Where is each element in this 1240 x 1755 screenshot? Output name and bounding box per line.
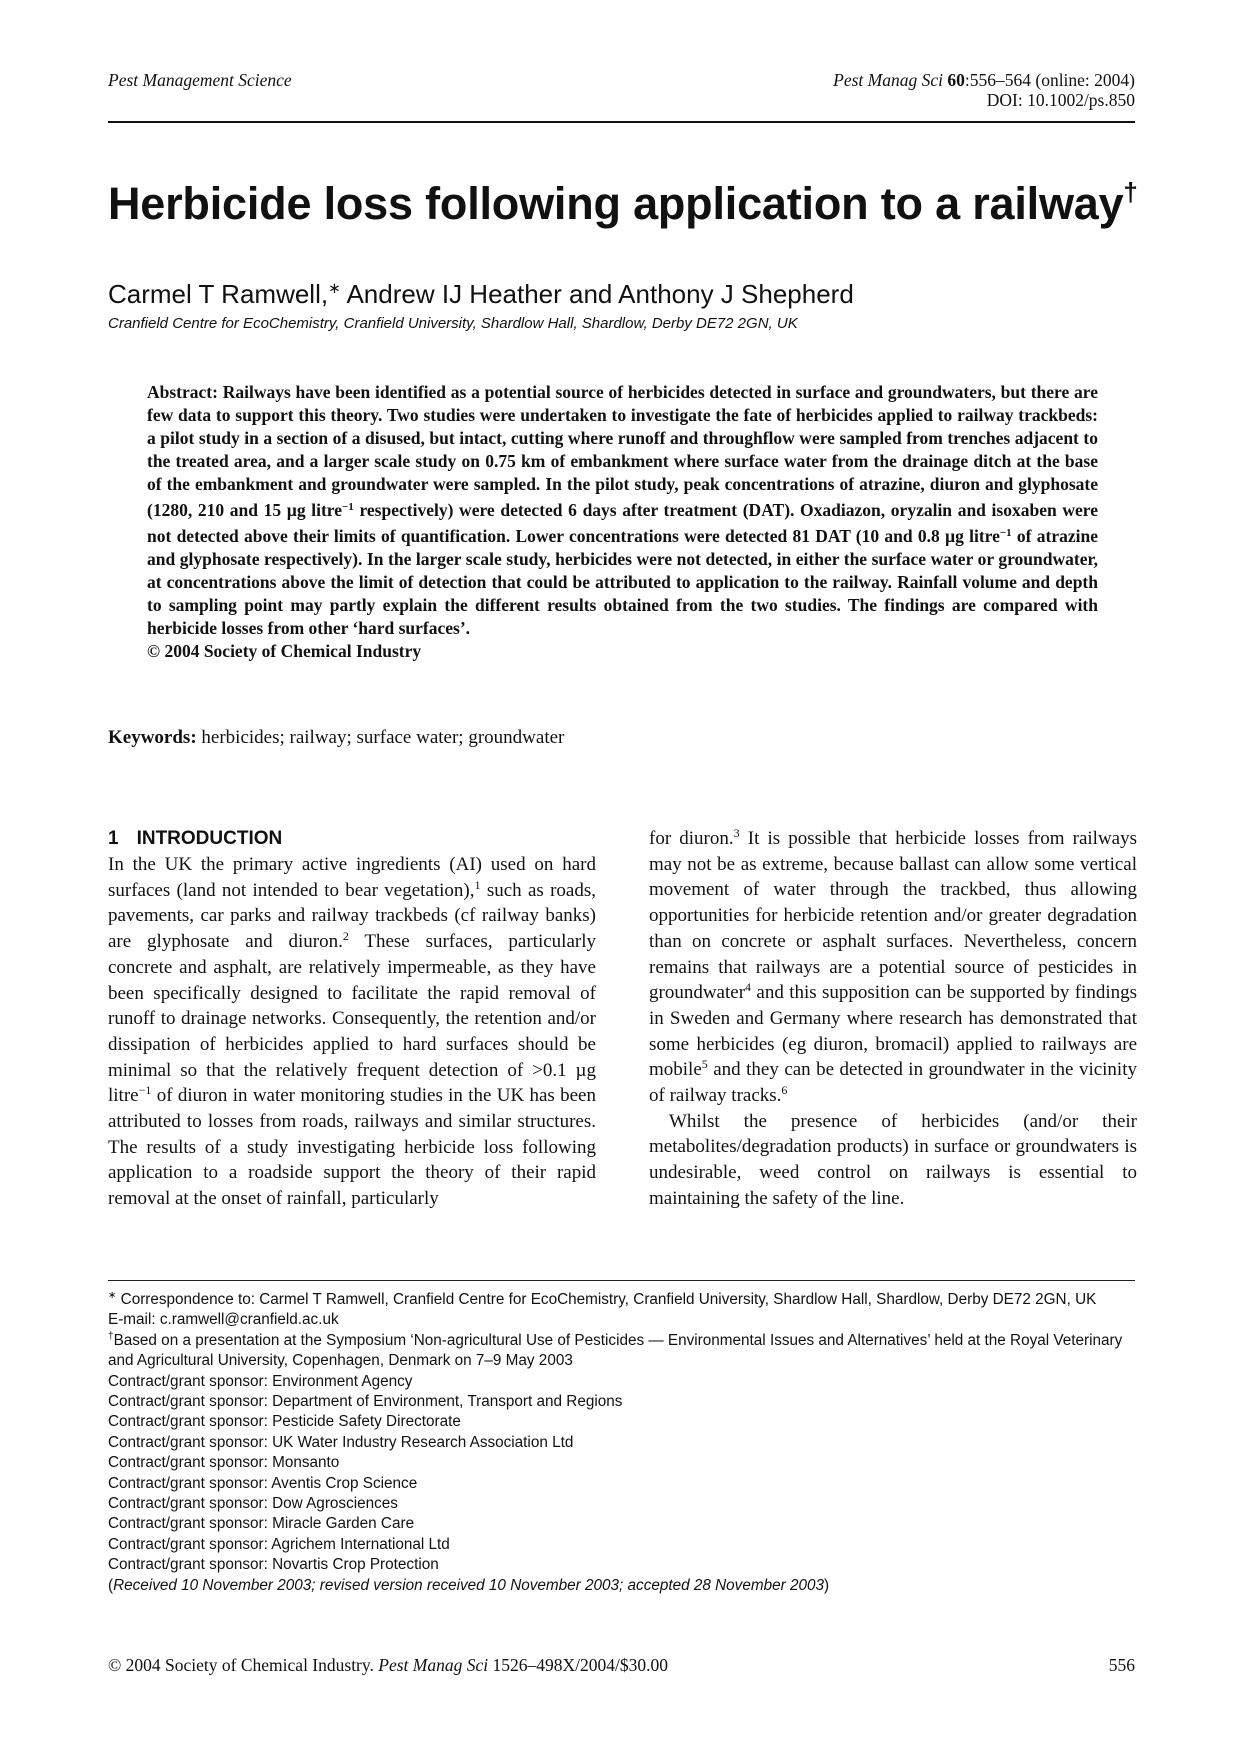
ref-1: 1 bbox=[474, 877, 481, 892]
abstract-part-3: of atrazine and glyphosate respectively). In the larger scale study, herbicides were not detected, in either the surface water or groundwater, at concentrations above the limit of detection that could be attributed to application to the railway. Rainfall volume and depth to sampling point may partly explain the different results obtained from the two studies. The findings are compared with herbicide losses from other ‘hard surfaces’. bbox=[147, 526, 1098, 638]
section-number: 1 bbox=[108, 828, 119, 849]
ref-2: 2 bbox=[342, 929, 349, 944]
abstract-sup-2: −1 bbox=[999, 527, 1012, 539]
citation-volume: 60 bbox=[947, 70, 965, 90]
correspondence-mark: ∗ bbox=[108, 1290, 117, 1301]
author-mark: ∗ bbox=[328, 280, 341, 297]
sponsor-line: Contract/grant sponsor: Environment Agency bbox=[108, 1372, 413, 1390]
intro-text-4: of diuron in water monitoring studies in the UK has been attributed to losses from roads, railways and similar structures. The results of a study investigating herbicide loss following application to a roadside support the theory of their rapid removal at the onset of rainfall, particularly bbox=[108, 1085, 596, 1210]
citation-journal: Pest Manag Sci bbox=[833, 70, 943, 90]
based-on-text: Based on a presentation at the Symposium ‘Non-agricultural Use of Pesticides — Environmental Issues and Alternatives’ held at the Royal Veterinary and Agricultural University, Copenhagen, Denmark on 7–9 May 2003 bbox=[108, 1331, 1123, 1370]
received-text: Received 10 November 2003; revised version received 10 November 2003; accepted 28 November 2003 bbox=[113, 1576, 824, 1594]
intro-text-5: for diuron. bbox=[649, 828, 734, 849]
column-left bbox=[108, 826, 596, 1212]
page-footer bbox=[108, 1655, 1135, 1676]
author-first: Carmel T Ramwell, bbox=[108, 279, 329, 309]
intro-paragraph-2: Whilst the presence of herbicides (and/or their metabolites/degradation products) in surface or groundwaters is undesirable, weed control on railways is essential to maintaining the safety of the line. bbox=[649, 1110, 1137, 1209]
footnotes bbox=[108, 1290, 1138, 1596]
abstract bbox=[147, 381, 1098, 663]
footnote-rule bbox=[108, 1280, 1135, 1281]
title-text: Herbicide loss following application to a railway bbox=[108, 178, 1124, 229]
intro-paragraph-1-cont bbox=[649, 826, 1137, 1109]
intro-text-1: In the UK the primary active ingredients (AI) used on hard surfaces (land not intended to bear vegetation), bbox=[108, 854, 596, 901]
abstract-part-2: respectively) were detected 6 days after treatment (DAT). Oxadiazon, oryzalin and isoxaben were not detected above their limits of quantification. Lower concentrations were detected 81 DAT (10 and 0.8 µg litre bbox=[147, 500, 1098, 546]
email: E-mail: c.ramwell@cranfield.ac.uk bbox=[108, 1311, 339, 1329]
based-on-note bbox=[108, 1331, 1138, 1372]
keywords bbox=[108, 727, 564, 749]
page-number: 556 bbox=[1108, 1655, 1135, 1675]
author-others: Andrew IJ Heather and Anthony J Shepherd bbox=[340, 279, 854, 309]
unit-sup: −1 bbox=[138, 1083, 152, 1098]
abstract-part-1: Abstract: Railways have been identified as a potential source of herbicides detected in surface and groundwaters, but there are few data to support this theory. Two studies were undertaken to investigate the fate of herbicides applied to railway trackbeds: a pilot study in a section of a disused, but intact, cutting where runoff and throughflow were sampled from trenches adjacent to the treated area, and a larger scale study on 0.75 km of embankment where surface water from the drainage ditch at the base of the embankment and groundwater were sampled. In the pilot study, peak concentrations of atrazine, diuron and glyphosate (1280, 210 and 15 µg litre bbox=[147, 382, 1098, 520]
received-dates bbox=[108, 1576, 1138, 1596]
citation-pages: :556–564 (online: 2004) bbox=[964, 70, 1135, 90]
footer-issn: 1526–498X/2004/$30.00 bbox=[488, 1655, 668, 1675]
intro-text-2: such as roads, pavements, car parks and railway trackbeds (cf railway banks) are glyphosate and diuron. bbox=[108, 879, 596, 953]
paren-close: ) bbox=[823, 1576, 830, 1594]
keywords-text: herbicides; railway; surface water; groundwater bbox=[196, 727, 565, 748]
ref-3: 3 bbox=[733, 826, 740, 840]
sponsor-line: Contract/grant sponsor: Pesticide Safety Directorate bbox=[108, 1413, 461, 1431]
intro-text-6: It is possible that herbicide losses from railways may not be as extreme, because ballast can allow some vertical movement of water through the trackbed, thus allowing opportunities for herbicide retention and/or greater degradation than on concrete or asphalt surfaces. Nevertheless, concern remains that railways are a potential source of pesticides in groundwater bbox=[649, 828, 1137, 1004]
ref-5: 5 bbox=[701, 1057, 708, 1072]
citation bbox=[833, 70, 1135, 110]
sponsor-list bbox=[108, 1372, 1138, 1576]
doi: DOI: 10.1002/ps.850 bbox=[986, 90, 1135, 110]
sponsor-line: Contract/grant sponsor: Novartis Crop Protection bbox=[108, 1556, 439, 1574]
title-dagger: † bbox=[1123, 177, 1138, 207]
ref-6: 6 bbox=[781, 1083, 788, 1098]
journal-name: Pest Management Science bbox=[108, 70, 292, 90]
intro-text-3: These surfaces, particularly concrete and asphalt, are relatively impermeable, as they have been specifically designed to facilitate the rapid removal of runoff to drainage networks. Consequently, the retention and/or dissipation of herbicides applied to hard surfaces should be minimal so that the relatively frequent detection of >0.1 µg litre bbox=[108, 931, 596, 1107]
section-heading bbox=[108, 826, 596, 852]
authors bbox=[108, 279, 854, 310]
paren-open: ( bbox=[108, 1576, 114, 1594]
sponsor-line: Contract/grant sponsor: Dow Agrosciences bbox=[108, 1495, 398, 1513]
footer-journal: Pest Manag Sci bbox=[378, 1655, 489, 1675]
sponsor-line: Contract/grant sponsor: Department of Environment, Transport and Regions bbox=[108, 1393, 623, 1411]
intro-paragraph-1 bbox=[108, 852, 596, 1212]
dagger-mark: † bbox=[108, 1330, 114, 1342]
sponsor-line: Contract/grant sponsor: Agrichem International Ltd bbox=[108, 1535, 450, 1553]
intro-text-8: and they can be detected in groundwater in the vicinity of railway tracks. bbox=[649, 1059, 1137, 1107]
abstract-sup-1: −1 bbox=[342, 501, 354, 513]
sponsor-line: Contract/grant sponsor: Monsanto bbox=[108, 1454, 340, 1472]
column-right bbox=[649, 826, 1137, 1212]
sponsor-line: Contract/grant sponsor: Aventis Crop Science bbox=[108, 1474, 418, 1492]
correspondence bbox=[108, 1290, 1138, 1310]
sponsor-line: Contract/grant sponsor: Miracle Garden Care bbox=[108, 1515, 415, 1533]
intro-text-7: and this supposition can be supported by findings in Sweden and Germany where research has demonstrated that some herbicides (eg diuron, bromacil) applied to railways are mobile bbox=[649, 982, 1137, 1081]
keywords-label: Keywords: bbox=[108, 727, 197, 748]
abstract-copyright: © 2004 Society of Chemical Industry bbox=[147, 641, 422, 661]
sponsor-line: Contract/grant sponsor: UK Water Industry Research Association Ltd bbox=[108, 1433, 574, 1451]
correspondence-text: Correspondence to: Carmel T Ramwell, Cranfield Centre for EcoChemistry, Cranfield University, Shardlow Hall, Shardlow, Derby DE72 2GN, UK bbox=[116, 1291, 1097, 1308]
article-title bbox=[108, 167, 1138, 229]
header-rule bbox=[108, 121, 1135, 123]
section-title: INTRODUCTION bbox=[136, 828, 283, 849]
affiliation: Cranfield Centre for EcoChemistry, Cranfield University, Shardlow Hall, Shardlow, Derby DE72 2GN, UK bbox=[108, 315, 798, 332]
ref-4: 4 bbox=[745, 980, 752, 995]
footer-copyright: © 2004 Society of Chemical Industry. bbox=[108, 1655, 379, 1675]
